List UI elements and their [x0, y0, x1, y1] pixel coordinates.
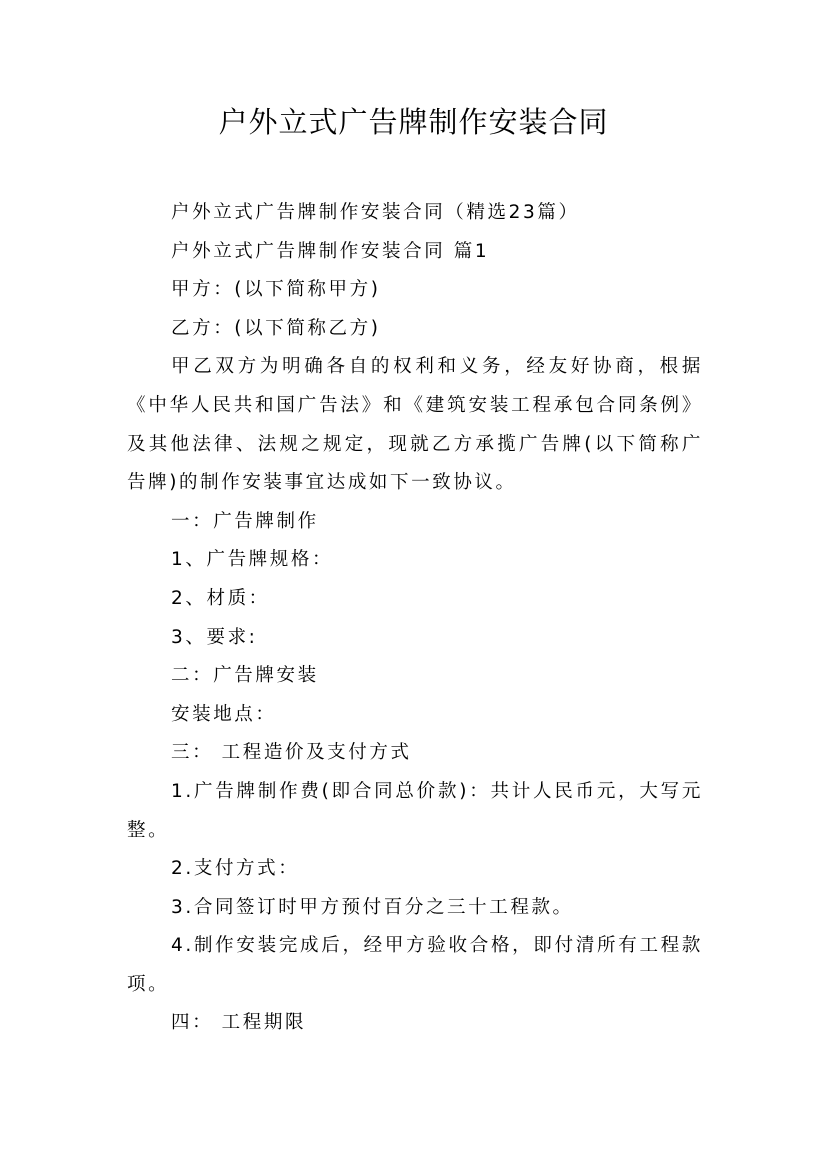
paragraph-material: 2、材质： — [171, 587, 270, 609]
paragraph-install-location: 安装地点： — [171, 703, 277, 725]
paragraph-heading-installation: 二：广告牌安装 — [171, 665, 319, 687]
paragraph-heading-schedule: 四： 工程期限 — [171, 1012, 307, 1034]
paragraph-party-b: 乙方：(以下简称乙方) — [171, 317, 381, 339]
paragraph-prepayment: 3.合同签订时甲方预付百分之三十工程款。 — [171, 896, 574, 918]
paragraph-collection-title: 户外立式广告牌制作安装合同（精选23篇） — [171, 202, 580, 223]
paragraph-final-payment: 4.制作安装完成后，经甲方验收合格，即付清所有工程款项。 — [127, 935, 703, 995]
document-title: 户外立式广告牌制作安装合同 — [218, 105, 609, 139]
paragraph-production-fee: 1.广告牌制作费(即合同总价款)：共计人民币元，大写元整。 — [127, 780, 703, 841]
paragraph-spec: 1、广告牌规格： — [171, 549, 334, 571]
paragraph-heading-production: 一：广告牌制作 — [171, 510, 319, 532]
document-body — [127, 194, 703, 1043]
paragraph-section-title: 户外立式广告牌制作安装合同 篇1 — [171, 240, 490, 262]
paragraph-heading-cost: 三： 工程造价及支付方式 — [171, 742, 412, 764]
paragraph-requirements: 3、要求: — [171, 626, 258, 648]
paragraph-payment-method: 2.支付方式： — [171, 858, 300, 880]
paragraph-party-a: 甲方：(以下简称甲方) — [171, 279, 381, 301]
paragraph-preamble: 甲乙双方为明确各自的权利和义务，经友好协商，根据《中华人民共和国广告法》和《建筑安装工程承包合同条例》及其他法律、法规之规定，现就乙方承揽广告牌(以下简称广告牌)的制作安装事宜达成如下一致协议。 — [127, 356, 703, 494]
